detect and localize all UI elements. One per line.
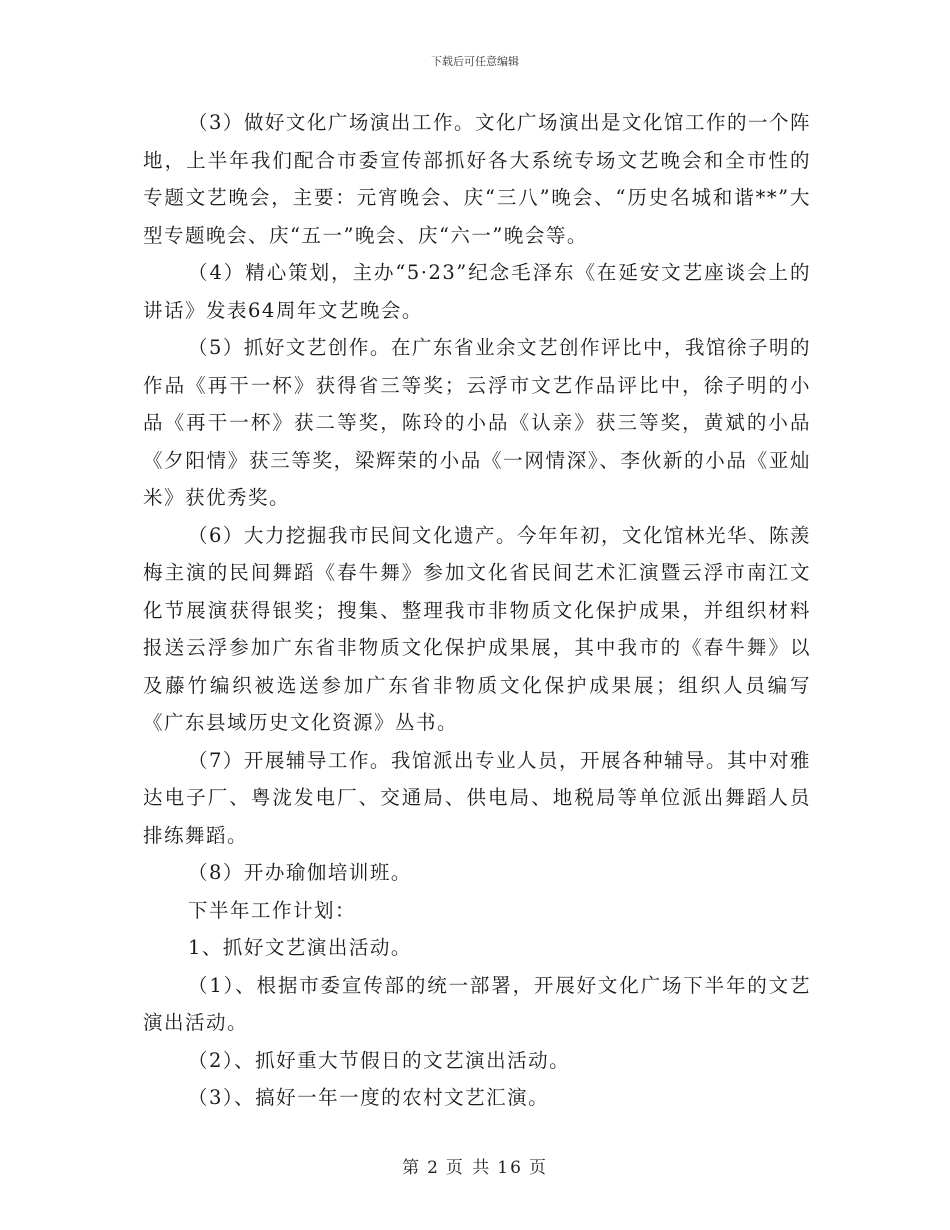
paragraph-item-5: （5）抓好文艺创作。在广东省业余文艺创作评比中，我馆徐子明的作品《再干一杯》获得省三等奖；云浮市文艺作品评比中，徐子明的小品《再干一杯》获二等奖，陈玲的小品《认亲》获三等奖，黄斌的小品《夕阳情》获三等奖，梁辉荣的小品《一网情深》、李伙新的小品《亚灿米》获优秀奖。	[143, 336, 811, 509]
paragraph-item-8: （8）开办瑜伽培训班。	[188, 861, 412, 884]
document-body	[143, 104, 811, 1117]
paragraph-item-4: （4）精心策划，主办“5·23”纪念毛泽东《在延安文艺座谈会上的讲话》发表64周年文艺晚会。	[143, 261, 811, 322]
total-page-count: 16	[497, 1158, 523, 1178]
plan-subitem-2: （2）、抓好重大节假日的文艺演出活动。	[188, 1048, 571, 1072]
paragraph-item-7: （7）开展辅导工作。我馆派出专业人员，开展各种辅导。其中对雅达电子厂、粤泷发电厂、交通局、供电局、地税局等单位派出舞蹈人员排练舞蹈。	[143, 748, 811, 847]
footer-prefix: 第	[402, 1158, 422, 1178]
plan-subitem-1: （1）、根据市委宣传部的统一部署，开展好文化广场下半年的文艺演出活动。	[143, 973, 811, 1034]
plan-item-1: 1、抓好文艺演出活动。	[188, 936, 412, 959]
paragraph-item-3: （3）做好文化广场演出工作。文化广场演出是文化馆工作的一个阵地，上半年我们配合市委宣传部抓好各大系统专场文艺晚会和全市性的专题文艺晚会，主要：元宵晚会、庆“三八”晚会、“历史名城和谐**”大型专题晚会、庆“五一”晚会、庆“六一”晚会等。	[143, 111, 811, 247]
section-heading-h2-plan: 下半年工作计划：	[188, 898, 357, 922]
plan-subitem-3: （3）、搞好一年一度的农村文艺汇演。	[188, 1086, 550, 1109]
paragraph-item-6: （6）大力挖掘我市民间文化遗产。今年年初，文化馆林光华、陈羡梅主演的民间舞蹈《春牛舞》参加文化省民间艺术汇演暨云浮市南江文化节展演获得银奖；搜集、整理我市非物质文化保护成果，并组织材料报送云浮参加广东省非物质文化保护成果展，其中我市的《春牛舞》以及藤竹编织被选送参加广东省非物质文化保护成果展；组织人员编写《广东县域历史文化资源》丛书。	[143, 523, 811, 734]
page-header: 下载后可任意编辑	[431, 55, 519, 68]
footer-suffix: 页	[528, 1158, 548, 1178]
page-footer	[0, 1153, 950, 1178]
current-page-number: 2	[427, 1158, 440, 1178]
footer-middle: 页 共	[445, 1158, 492, 1178]
